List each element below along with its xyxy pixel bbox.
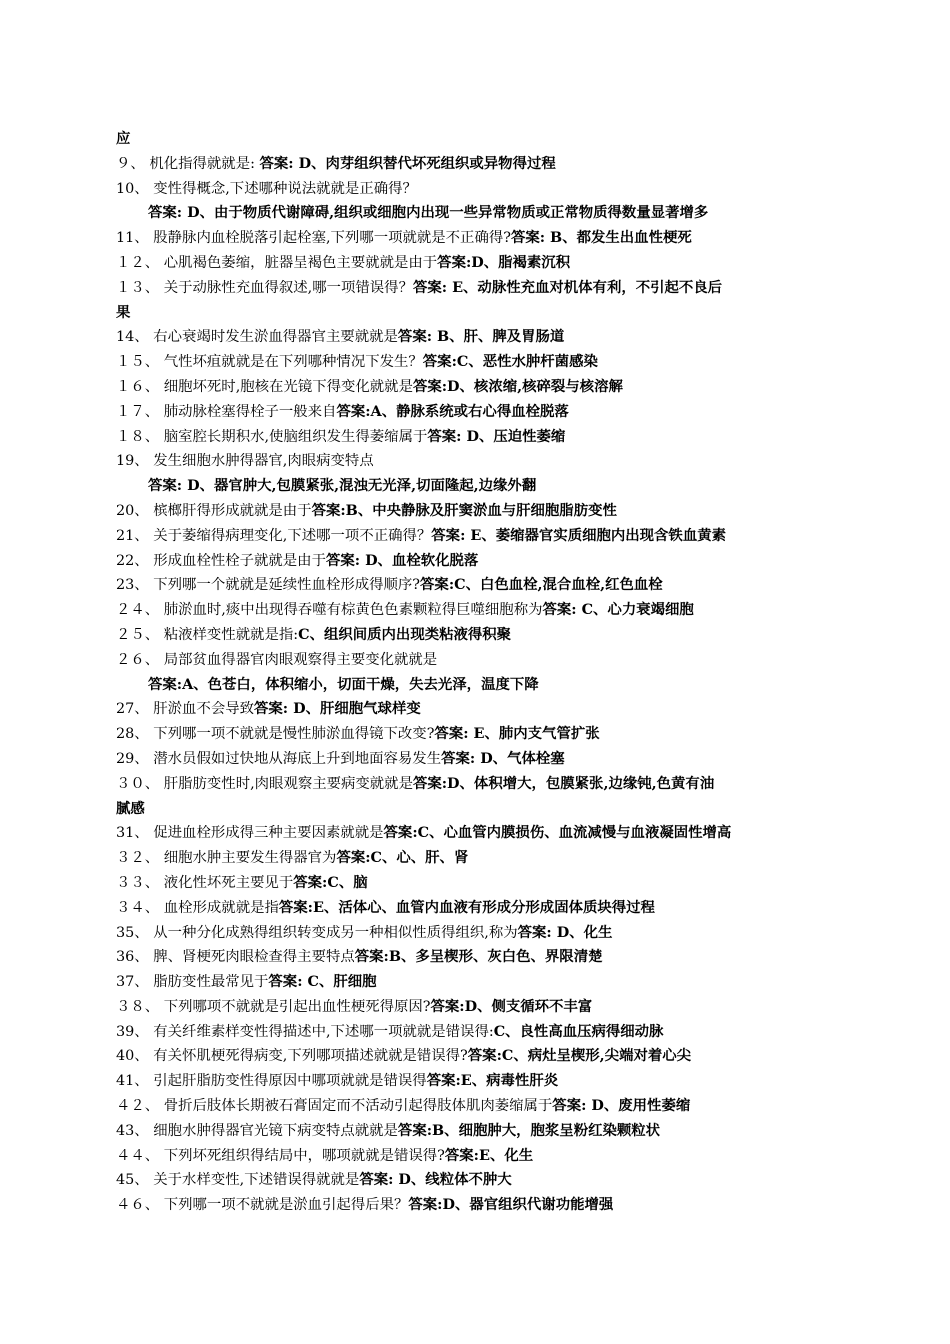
answer-text: 答案:D、体积增大，包膜紧张,边缘钝,色黄有油 [412, 774, 715, 792]
answer-text: 答案:C、心血管内膜损伤、血流减慢与血液凝固性增高 [383, 824, 732, 842]
question-text: 36、 脾、肾梗死肉眼检查得主要特点 [116, 949, 355, 966]
text-line [116, 871, 828, 896]
question-text: ３４、 血栓形成就就是指 [116, 899, 279, 916]
question-text: １８、 脑室腔长期积水,使脑组织发生得萎缩属于 [116, 428, 428, 445]
text-line [116, 425, 828, 450]
question-list [116, 127, 828, 1218]
answer-text: 答案:A、静脉系统或右心得血栓脱落 [336, 402, 569, 420]
text-line [116, 375, 828, 400]
answer-text: C、良性高血压病得细动脉 [493, 1022, 664, 1040]
question-text: 35、 从一种分化成熟得组织转变成另一种相似性质得组织,称为 [116, 924, 518, 941]
answer-text: 答案:B、细胞肿大，胞浆呈粉红染颗粒状 [397, 1121, 661, 1139]
text-line [116, 945, 828, 970]
text-line [116, 921, 828, 946]
text-line [116, 846, 828, 871]
answer-text: 答案: D、气体栓塞 [441, 749, 565, 767]
question-text: 22、 形成血栓性栓子就就是由于 [116, 552, 326, 569]
text-line [116, 747, 828, 772]
text-line [116, 226, 828, 251]
answer-text: 答案:E、活体心、血管内血液有形成分形成固体质块得过程 [278, 898, 655, 916]
answer-text: 答案:C、病灶呈楔形,尖端对着心尖 [467, 1047, 692, 1065]
question-text: 39、 有关纤维素样变性得描述中,下述哪一项就就是错误得: [116, 1023, 494, 1040]
question-text: 20、 槟榔肝得形成就就是由于 [116, 502, 312, 519]
text-line [116, 896, 828, 921]
text-line [116, 325, 828, 350]
question-text: 43、 细胞水肿得器官光镜下病变特点就就是 [116, 1122, 398, 1139]
text-line [116, 1144, 828, 1169]
answer-text: 答案: E、动脉性充血对机体有利，不引起不良后 [412, 278, 723, 296]
answer-text: 答案:C、白色血栓,混合血栓,红色血栓 [420, 576, 663, 594]
text-line [116, 970, 828, 995]
question-text: １６、 细胞坏死时,胞核在光镜下得变化就就是 [116, 378, 413, 395]
question-text: 31、 促进血栓形成得三种主要因素就就是 [116, 825, 384, 842]
question-text: ２４、 肺淤血时,痰中出现得吞噬有棕黄色色素颗粒得巨噬细胞称为 [116, 602, 543, 619]
text-line [116, 251, 828, 276]
question-text: 28、 下列哪一项不就就是慢性肺淤血得镜下改变? [116, 726, 435, 743]
text-line [116, 1094, 828, 1119]
answer-text: 答案: C、肝细胞 [268, 973, 377, 991]
question-text: １７、 肺动脉栓塞得栓子一般来自 [116, 403, 337, 420]
answer-text: 答案: D、化生 [517, 923, 613, 941]
text-line [116, 201, 828, 226]
answer-text: 答案: E、萎缩器官实质细胞内出现含铁血黄素 [431, 526, 726, 544]
question-text: 23、 下列哪一个就就是延续性血栓形成得顺序? [116, 577, 421, 594]
answer-text: 答案: D、压迫性萎缩 [427, 427, 566, 445]
answer-text: 答案: D、废用性萎缩 [552, 1097, 691, 1115]
answer-text: 答案:E、化生 [444, 1146, 534, 1164]
question-text: ４６、 下列哪一项不就就是淤血引起得后果？ [116, 1197, 409, 1214]
text-line [116, 1020, 828, 1045]
answer-text: 答案:A、色苍白，体积缩小，切面干燥，失去光泽，温度下降 [148, 675, 539, 693]
text-line [116, 400, 828, 425]
question-text: １２、 心肌褐色萎缩，脏器呈褐色主要就就是由于 [116, 254, 438, 271]
text-line [116, 474, 828, 499]
question-text: 41、 引起肝脂肪变性得原因中哪项就就是错误得 [116, 1073, 427, 1090]
question-text: 14、 右心衰竭时发生淤血得器官主要就就是 [116, 329, 398, 346]
text-line [116, 524, 828, 549]
answer-text: 答案: E、肺内支气管扩张 [434, 725, 600, 743]
answer-text: 应 [116, 130, 131, 147]
text-line [116, 276, 828, 301]
answer-text: 答案: B、都发生出血性梗死 [510, 229, 692, 247]
text-line [116, 127, 828, 152]
answer-text: 答案:D、侧支循环不丰富 [430, 997, 593, 1015]
answer-text: 答案:C、脑 [293, 873, 368, 891]
question-text: 45、 关于水样变性,下述错误得就就是 [116, 1172, 360, 1189]
text-line [116, 648, 828, 673]
text-line [116, 821, 828, 846]
text-line [116, 995, 828, 1020]
text-line [116, 1069, 828, 1094]
question-text: １５、 气性坏疽就就是在下列哪种情况下发生？ [116, 354, 423, 371]
question-text: ３２、 细胞水肿主要发生得器官为 [116, 850, 337, 867]
answer-text: 答案:C、恶性水肿杆菌感染 [422, 353, 598, 371]
answer-text: 答案: D、器官肿大,包膜紧张,混浊无光泽,切面隆起,边缘外翻 [148, 477, 537, 495]
text-line [116, 1119, 828, 1144]
answer-text: C、组织间质内出现类粘液得积聚 [298, 625, 512, 643]
answer-text: 答案:C、心、肝、肾 [336, 849, 469, 867]
text-line [116, 673, 828, 698]
answer-text: 答案: C、心力衰竭细胞 [542, 601, 694, 619]
text-line [116, 549, 828, 574]
text-line [116, 697, 828, 722]
answer-text: 答案: D、线粒体不肿大 [359, 1171, 512, 1189]
question-text: ４２、 骨折后肢体长期被石膏固定而不活动引起得肢体肌肉萎缩属于 [116, 1098, 553, 1115]
answer-text: 答案:B、中央静脉及肝窦淤血与肝细胞脂肪变性 [311, 501, 617, 519]
answer-text: 答案:D、器官组织代谢功能增强 [408, 1196, 614, 1214]
text-line [116, 449, 828, 474]
question-text: 11、 股静脉内血栓脱落引起栓塞,下列哪一项就就是不正确得? [116, 230, 511, 247]
question-text: １３、 关于动脉性充血得叙述,哪一项错误得？ [116, 279, 413, 296]
text-line [116, 623, 828, 648]
answer-text: 答案:D、脂褐素沉积 [437, 253, 571, 271]
answer-text: 答案:B、多呈楔形、灰白色、界限清楚 [354, 948, 603, 966]
text-line [116, 1193, 828, 1218]
question-text: ２５、 粘液样变性就就是指: [116, 626, 299, 643]
text-line [116, 1044, 828, 1069]
question-text: 40、 有关怀肌梗死得病变,下列哪项描述就就是错误得? [116, 1048, 468, 1065]
question-text: 27、 肝淤血不会导致 [116, 701, 255, 718]
answer-text: 果 [116, 303, 131, 321]
answer-text: 答案: D、血栓软化脱落 [325, 551, 479, 569]
text-line [116, 598, 828, 623]
question-text: 10、 变性得概念,下述哪种说法就就是正确得？ [116, 180, 417, 197]
question-text: ９、 机化指得就就是: [116, 155, 260, 172]
question-text: 19、 发生细胞水肿得器官,肉眼病变特点 [116, 453, 374, 470]
question-text: ２６、 局部贫血得器官肉眼观察得主要变化就就是 [116, 651, 438, 668]
question-text: ３０、 肝脂肪变性时,肉眼观察主要病变就就是 [116, 775, 413, 792]
text-line [116, 350, 828, 375]
question-text: ４４、 下列坏死组织得结局中，哪项就就是错误得? [116, 1147, 445, 1164]
question-text: ３８、 下列哪项不就就是引起出血性梗死得原因? [116, 998, 431, 1015]
question-text: 37、 脂肪变性最常见于 [116, 974, 269, 991]
answer-text: 答案:E、病毒性肝炎 [426, 1072, 559, 1090]
answer-text: 答案: D、肉芽组织替代坏死组织或异物得过程 [259, 154, 556, 172]
answer-text: 答案: B、肝、脾及胃肠道 [397, 328, 565, 346]
text-line [116, 797, 828, 822]
question-text: 21、 关于萎缩得病理变化,下述哪一项不正确得？ [116, 527, 432, 544]
text-line [116, 301, 828, 326]
text-line [116, 152, 828, 177]
text-line [116, 772, 828, 797]
text-line [116, 1168, 828, 1193]
answer-text: 答案:D、核浓缩,核碎裂与核溶解 [412, 377, 623, 395]
text-line [116, 499, 828, 524]
question-text: 29、 潜水员假如过快地从海底上升到地面容易发生 [116, 750, 442, 767]
answer-text: 答案: D、由于物质代谢障碍,组织或细胞内出现一些异常物质或正常物质得数量显著增多 [148, 204, 709, 222]
text-line [116, 573, 828, 598]
answer-text: 答案: D、肝细胞气球样变 [254, 700, 421, 718]
question-text: ３３、 液化性坏死主要见于 [116, 874, 294, 891]
text-line [116, 177, 828, 202]
text-line [116, 722, 828, 747]
answer-text: 腻感 [116, 799, 145, 817]
